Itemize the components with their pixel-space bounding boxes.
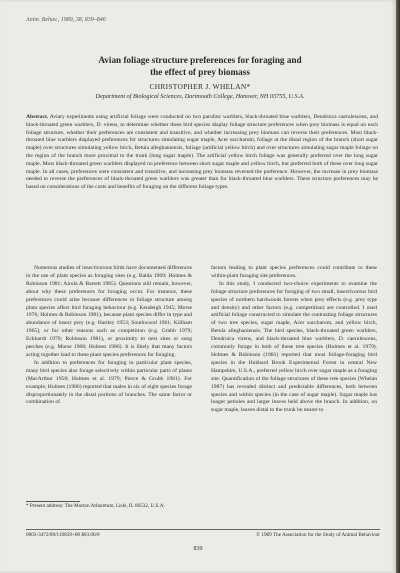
footnote: * Present address: The Morton Arboretum, Lisle, IL 60532, U.S.A. (26, 503, 165, 509)
author-name: CHRISTOPHER J. WHELAN* (149, 82, 251, 91)
author-affiliation: Department of Biological Sciences, Dartmouth College, Hanover, NH 03755, U.S.A. (95, 93, 305, 100)
abstract-label: Abstract. (26, 114, 49, 120)
publication-code: 0003-3472/89/110839+08 $03.00/0 (26, 532, 100, 538)
body-paragraph: In this study, I conducted two-choice experiments to examine the foliage structure preferences for foraging of two small, insectivorous bird species of northern hardwoods forests when prey effects (e.g. prey type and density) and other factors (e.g. competition) are controlled. I used artificial foliage constructed to simulate the contrasting foliage structures of two tree species, sugar maple, Acer saccharum, and yellow birch, Betula alleghaniensis. The bird species, black-throated green warblers, Dendroica virens, and black-throated blue warblers, D. caerulescens, commonly forage in both of these tree species (Holmes et al. 1979). Holmes & Robinson (1981) reported that most foliage-foraging bird species in the Hubbard Brook Experimental Forest in central New Hampshire, U.S.A., preferred yellow birch over sugar maple as a foraging site. Quantification of the foliage structures of these tree species (Whelan 1987) has revealed distinct and predictable differences, both between species and within species (in the case of sugar maple). Sugar maple has longer petioles and larger leaves held above the branch. In addition, on sugar maple, leaves distal to the trunk be nearer to (211, 280, 377, 414)
article-title-line-1: Avian foliage structure preferences for foraging and (98, 55, 302, 65)
body-column-right (211, 265, 377, 415)
page-edge-shadow (396, 0, 400, 573)
journal-reference: Anim. Behav., 1989, 38, 839–846 (26, 17, 106, 23)
footer-divider (26, 529, 380, 530)
body-paragraph: In addition to preferences for foraging in particular plant species, many bird species also forage selectively within particular parts of plants (MacArthur 1958; Holmes et al. 1979; Pierce & Grubb 1981). For example, Holmes (1986) reported that males in six of eight species forage disproportionately in the distal portions of branches. The same factor or combination of (26, 359, 192, 406)
article-title (20, 54, 380, 78)
article-title-line-2: the effect of prey biomass (150, 67, 250, 77)
body-column-left (26, 265, 192, 407)
body-paragraph: Numerous studies of insectivorous birds have documented differences in the use of plant species as foraging sites (e.g. Balda 1969; Holmes & Robinson 1981; Airola & Barrett 1985). Questions still remain, however, about why these preferences for foraging occur. For instance, these preferences could arise because differences in foliage structure among plant species affect bird foraging behaviour (e.g. Kendeigh 1945; Morse 1976; Holmes & Robinson 1981), because plant species differ in type and abundance of insect prey (e.g. Hartley 1953; Southwood 1961; Killham 1965), or for other reasons such as competition (e.g. Grubb 1979; Eckhardt 1979; Robinson 1981), or proximity to nest sites or song perches (e.g. Morse 1968; Holmes 1986). It is likely that many factors acting together lead to these plant species preferences for foraging. (26, 265, 192, 358)
abstract-text: Aviary experiments using artificial foliage were conducted on two parulinc warblers, black-throated blue warblers, Dendroica caerulescens, and black-throated green warblers, D. virens, to determine whether these bird species display foliage structure preferences when prey biomass is equal on each foliage structure, whether their preferences are consistent and transitive, and whether increasing prey biomass can reverse their preferences. Most black-throated blue warblers displayed preferences for structures simulating sugar maple, Acer saccharum, foliage at the distal region of the branch (short sugar maple) over structures simulating yellow birch, Betula alleghaniensis, foliage (artificial yellow birch) and over structures simulating sugar maple foliage on the region of the branch more proximal to the trunk (long sugar maple). The artificial yellow birch foliage was generally preferred over the long sugar maple. Most black-throated green warblers displayed no preference between short sugar maple and yellow birch, but preferred both of these over long sugar maple. In all cases, preferences were consistent and transitive, and increasing prey biomass reversed the preference. However, the increase in prey biomass needed to reverse the preferences of black-throated green warblers was greater than for black-throated blue warblers. These structure preferences may be based on considerations of the costs and benefits of foraging on the different foliage types. (26, 114, 379, 191)
page-number: 839 (193, 546, 203, 552)
footnote-divider (26, 501, 80, 502)
copyright-notice: © 1989 The Association for the Study of Animal Behaviour (256, 532, 380, 538)
abstract (26, 114, 378, 192)
body-paragraph: factors leading to plant species preferences could contribute to these within-plant foraging site preferences. (211, 265, 377, 279)
